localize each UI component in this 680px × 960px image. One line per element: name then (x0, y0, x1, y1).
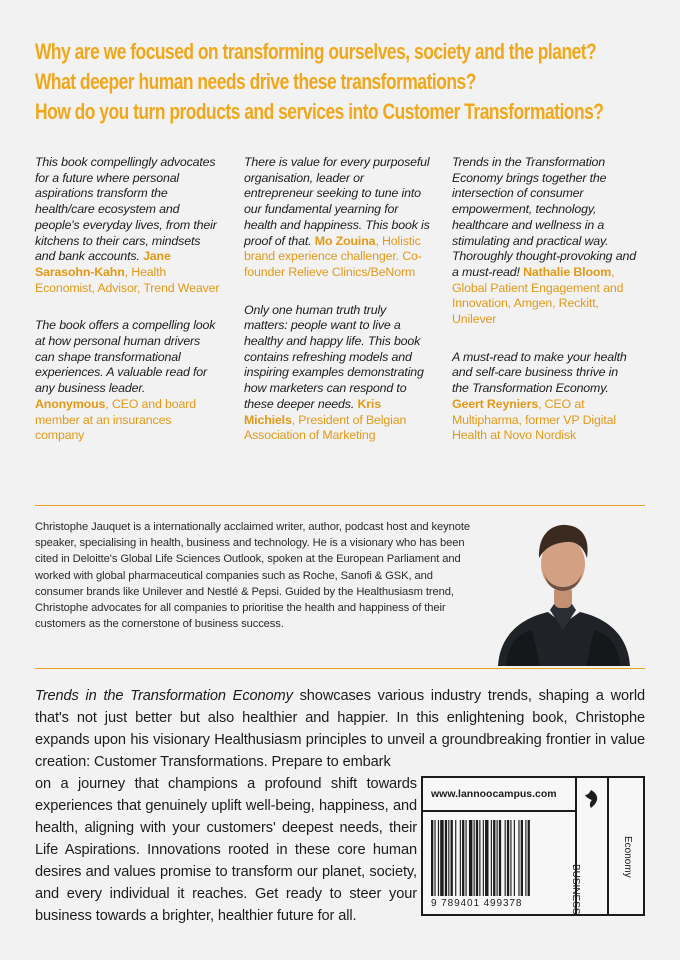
barcode-bar (505, 820, 506, 896)
quote-author: Geert Reyniers (452, 396, 539, 411)
barcode-bar (514, 820, 515, 896)
headline (35, 37, 645, 127)
barcode-bar (483, 820, 484, 896)
barcode-box-divider (607, 778, 609, 914)
divider-bottom (35, 668, 645, 669)
publisher-logo-icon (584, 790, 598, 808)
quote-author: Kris Michiels (244, 396, 381, 427)
headline-line-1: Why are we focused on transforming ourselves, society and the planet? (35, 39, 597, 64)
quote-author-role: , Holistic brand experience challenger. Co-founder Relieve Clinics/BeNorm (244, 233, 422, 279)
barcode-bar (469, 820, 472, 896)
category-label: BUSINESS (570, 864, 581, 915)
endorsement-quote (244, 155, 430, 281)
barcode-box (421, 776, 645, 916)
quote-author-role: , CEO and board member at an insurances company (35, 396, 196, 443)
author-bio: Christophe Jauquet is a internationally acclaimed writer, author, podcast host and keynote speaker, specialising in health, business and technology. He is a visionary who has been cited in Deloitte's Global Life Sciences Outlook, spoken at the European Parliament and worked with global pharmaceutical companies such as Roche, Sanofi & GSK, and consumer brands like Unilever and Nestlé & Pepsi. Guided by the Healthusiasm trend, Christophe advocates for all companies to prioritise the health and happiness of their customers as the cornerstone of business success. (35, 521, 471, 631)
book-title: Trends in the Transformation Economy (35, 688, 293, 704)
quote-author-role: , President of Belgian Association of Marketing (244, 412, 407, 443)
blurb-paragraph-2: on a journey that champions a profound shift towards experiences that genuinely uplift well-being, happiness, and health, aligning with your customers' deepest needs, their Life Aspirations. Innovations rooted in these core human desires and values promise to transform our planet, society, and every individual it reaches. Get ready to steer your business towards a brighter, healthier future for all. (35, 776, 417, 924)
barcode-bar (431, 820, 433, 896)
barcode-bar (438, 820, 439, 896)
quote-author: Anonymous (35, 396, 106, 411)
quote-text: The book offers a compelling look at how personal human drivers can shape transformational experiences. A valuable read for any business leader. (35, 318, 216, 396)
barcode-box-divider (423, 810, 575, 812)
endorsement-quote (244, 303, 430, 444)
barcode-bar (510, 820, 511, 896)
barcode-bar (521, 820, 523, 896)
barcode-bar (525, 820, 526, 896)
barcode-bar (476, 820, 478, 896)
barcode-bar (460, 820, 461, 896)
barcode-bar (528, 820, 530, 896)
quote-column-2 (244, 155, 430, 466)
barcode-bar (485, 820, 488, 896)
barcode-bar (518, 820, 519, 896)
subcategory-label: Economy (622, 836, 633, 878)
quote-column-1 (35, 155, 221, 466)
barcode-bar (440, 820, 443, 896)
barcode-bar (462, 820, 464, 896)
author-portrait (488, 508, 638, 666)
isbn-number: 9 789401 499378 (431, 898, 523, 909)
barcode-bar (466, 820, 467, 896)
isbn-barcode (431, 820, 569, 896)
quote-author: Mo Zouina (314, 233, 376, 248)
headline-line-2: What deeper human needs drive these transformations? (35, 69, 476, 94)
quote-author-role: , CEO at Multipharma, former VP Digital Health at Novo Nordisk (452, 396, 616, 443)
quote-author: Jane Sarasohn-Kahn (35, 249, 171, 279)
quote-text: There is value for every purposeful organisation, leader or entrepreneur seeking to tune into our fundamental yearning for health and happiness. This book is proof of that. (244, 155, 430, 248)
endorsement-quote (35, 318, 221, 444)
barcode-bar (493, 820, 495, 896)
quote-text: Trends in the Transformation Economy brings together the intersection of consumer empowerment, technology, healthcare and wellness in a stimulating and practical way. Thoroughly thought-provoking and a must-read! (452, 155, 636, 279)
quote-text: Only one human truth truly matters: people want to live a healthy and happy life. This book contains refreshing models and inspiring examples demonstrating how marketers can respond to these deeper needs. (244, 302, 424, 411)
barcode-bar (455, 820, 456, 896)
quote-text: This book compellingly advocates for a future where personal aspirations transform the health/care ecosystem and people's everyday lives, from their kitchens to their cars, mindsets and bank accounts. (35, 155, 217, 264)
barcode-bar (499, 820, 501, 896)
quote-author: Nathalie Bloom (523, 264, 612, 279)
blurb-paragraph-1 (35, 685, 645, 773)
barcode-bar (474, 820, 475, 896)
quote-column-3 (452, 155, 638, 466)
quote-text: A must-read to make your health and self-care business thrive in the Transformation Economy. (452, 349, 627, 396)
barcode-bar (451, 820, 453, 896)
quote-author-role: , Health Economist, Advisor, Trend Weaver (35, 264, 220, 295)
quote-author-role: , Global Patient Engagement and Innovation, Amgen, Reckitt, Unilever (452, 264, 624, 327)
blurb-text-1: showcases various industry trends, shaping a world that's not just better but also healthier and happier. In this enlightening book, Christophe expands upon his visionary Healthusiasm principles to unveil a groundbreaking frontier in value creation: Customer Transformations. Prepare to embark (35, 688, 645, 770)
barcode-bar (491, 820, 492, 896)
barcode-bar (434, 820, 435, 896)
barcode-bar (479, 820, 480, 896)
divider-top (35, 505, 645, 506)
endorsement-quote (452, 350, 638, 444)
headline-line-3: How do you turn products and services into Customer Transformations? (35, 99, 604, 124)
barcode-bar (445, 820, 447, 896)
barcode-bar (507, 820, 509, 896)
barcode-bar (497, 820, 498, 896)
publisher-url: www.lannoocampus.com (431, 788, 557, 800)
barcode-bar (448, 820, 449, 896)
endorsement-quote (35, 155, 221, 296)
endorsement-quote (452, 155, 638, 328)
